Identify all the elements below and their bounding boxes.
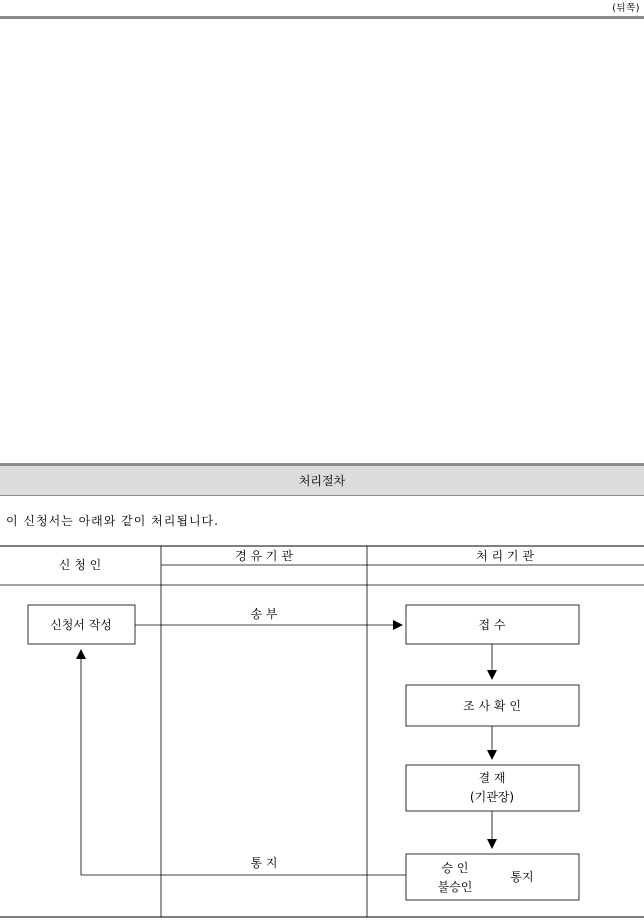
step-reject-label: 불승인 [437,880,473,894]
notify-return-arrow [81,650,406,875]
intro-text: 이 신청서는 아래와 같이 처리됩니다. [6,514,219,528]
step-write-application-label: 신청서 작성 [50,618,112,632]
step-receive-label: 접 수 [478,618,506,632]
step-approval-label-1: 결 재 [478,771,506,785]
column-header-processing-agency: 처 리 기 관 [476,549,534,563]
step-notice-label: 통지 [510,870,534,884]
step-approve-label: 승 인 [441,861,469,875]
send-arrow-label: 송 부 [250,607,278,621]
page-side-label: (뒤쪽) [612,3,640,14]
step-approval-label-2: (기관장) [469,790,515,804]
column-header-applicant: 신 청 인 [58,558,102,572]
step-result-box [406,854,579,900]
section-title: 처리절차 [298,474,346,488]
step-investigate-label: 조 사 확 인 [463,699,521,713]
notify-arrow-label: 통 지 [250,856,278,870]
column-header-via-agency: 경 유 기 관 [235,549,293,563]
